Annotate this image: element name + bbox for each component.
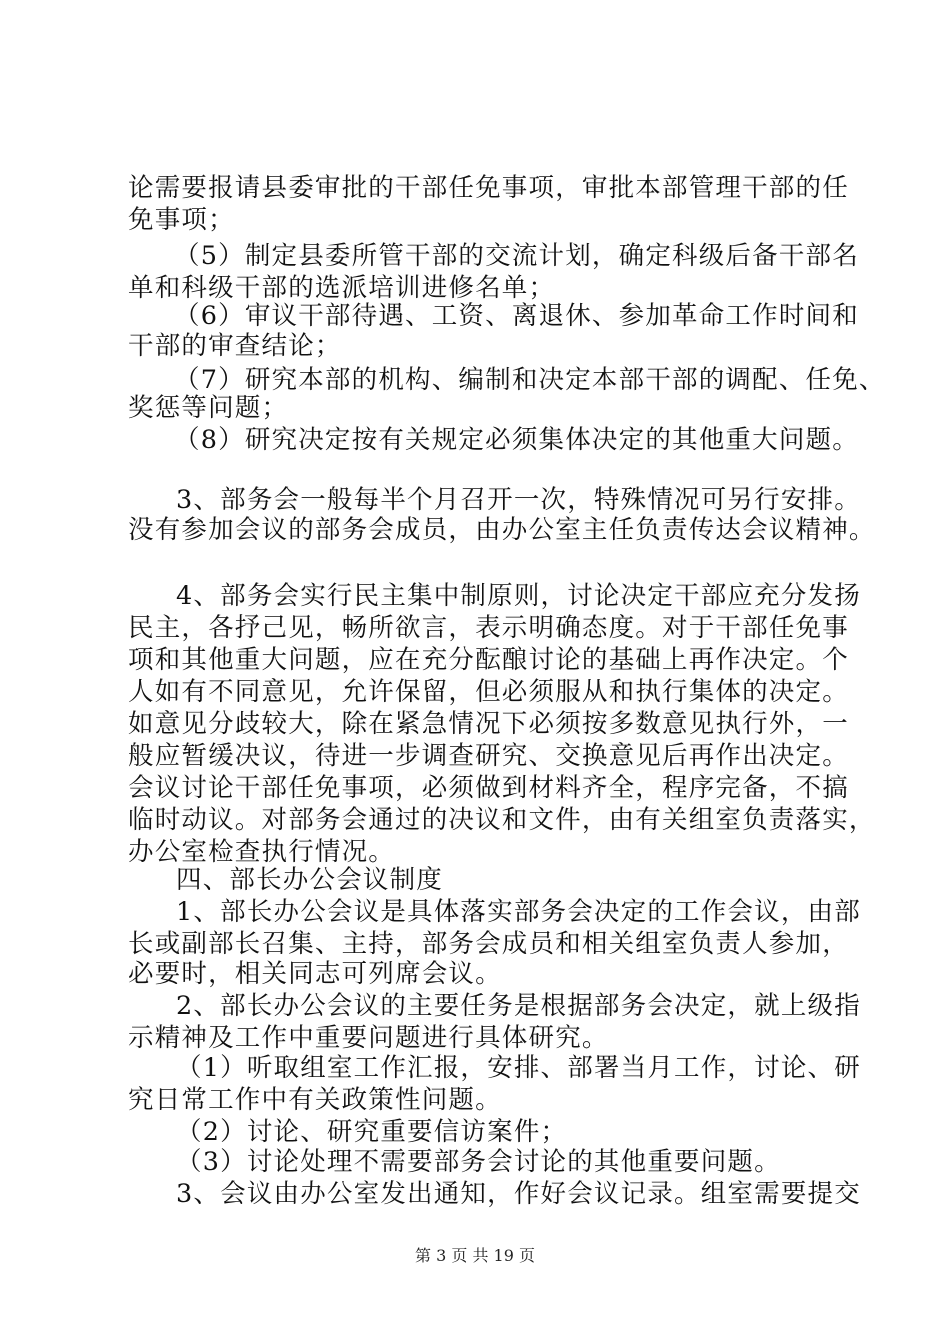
text-line: 民主，各抒己见，畅所欲言，表示明确态度。对于干部任免事 [128,613,849,643]
text-line: 论需要报请县委审批的干部任免事项，审批本部管理干部的任 [128,173,849,203]
text-line: （5）制定县委所管干部的交流计划，确定科级后备干部名 [174,241,859,271]
text-line: 单和科级干部的选派培训进修名单； [128,273,556,303]
section-heading: 四、部长办公会议制度 [176,865,444,895]
text-line: （2）讨论、研究重要信访案件； [176,1117,568,1147]
text-line: 3、会议由办公室发出通知，作好会议记录。组室需要提交 [176,1179,861,1209]
text-line: （1）听取组室工作汇报，安排、部署当月工作，讨论、研 [176,1053,861,1083]
text-line: 示精神及工作中重要问题进行具体研究。 [128,1023,609,1053]
text-line: 如意见分歧较大，除在紧急情况下必须按多数意见执行外，一 [128,709,849,739]
text-line: 必要时，相关同志可列席会议。 [128,959,502,989]
text-line: （3）讨论处理不需要部务会讨论的其他重要问题。 [176,1147,781,1177]
text-line: 4、部务会实行民主集中制原则，讨论决定干部应充分发扬 [176,581,861,611]
text-line: 干部的审查结论； [128,331,342,361]
text-line: 究日常工作中有关政策性问题。 [128,1085,502,1115]
text-line: （8）研究决定按有关规定必须集体决定的其他重大问题。 [174,425,859,455]
text-line: 3、部务会一般每半个月召开一次，特殊情况可另行安排。 [176,485,861,515]
text-line: （7）研究本部的机构、编制和决定本部干部的调配、任免、 [174,365,886,395]
text-line: 没有参加会议的部务会成员，由办公室主任负责传达会议精神。 [128,515,876,545]
text-line: 会议讨论干部任免事项，必须做到材料齐全，程序完备，不搞 [128,773,849,803]
text-line: （6）审议干部待遇、工资、离退休、参加革命工作时间和 [174,301,859,331]
text-line: 2、部长办公会议的主要任务是根据部务会决定，就上级指 [176,991,861,1021]
text-line: 长或副部长召集、主持，部务会成员和相关组室负责人参加， [128,929,849,959]
text-line: 1、部长办公会议是具体落实部务会决定的工作会议，由部 [176,897,861,927]
text-line: 奖惩等问题； [128,393,289,423]
text-line: 般应暂缓决议，待进一步调查研究、交换意见后再作出决定。 [128,741,849,771]
page-number-footer: 第 3 页 共 19 页 [415,1246,535,1265]
text-line: 免事项； [128,205,235,235]
text-line: 项和其他重大问题，应在充分酝酿讨论的基础上再作决定。个 [128,645,849,675]
text-line: 人如有不同意见，允许保留，但必须服从和执行集体的决定。 [128,677,849,707]
text-line: 办公室检查执行情况。 [128,837,396,867]
text-line: 临时动议。对部务会通过的决议和文件，由有关组室负责落实， [128,805,876,835]
